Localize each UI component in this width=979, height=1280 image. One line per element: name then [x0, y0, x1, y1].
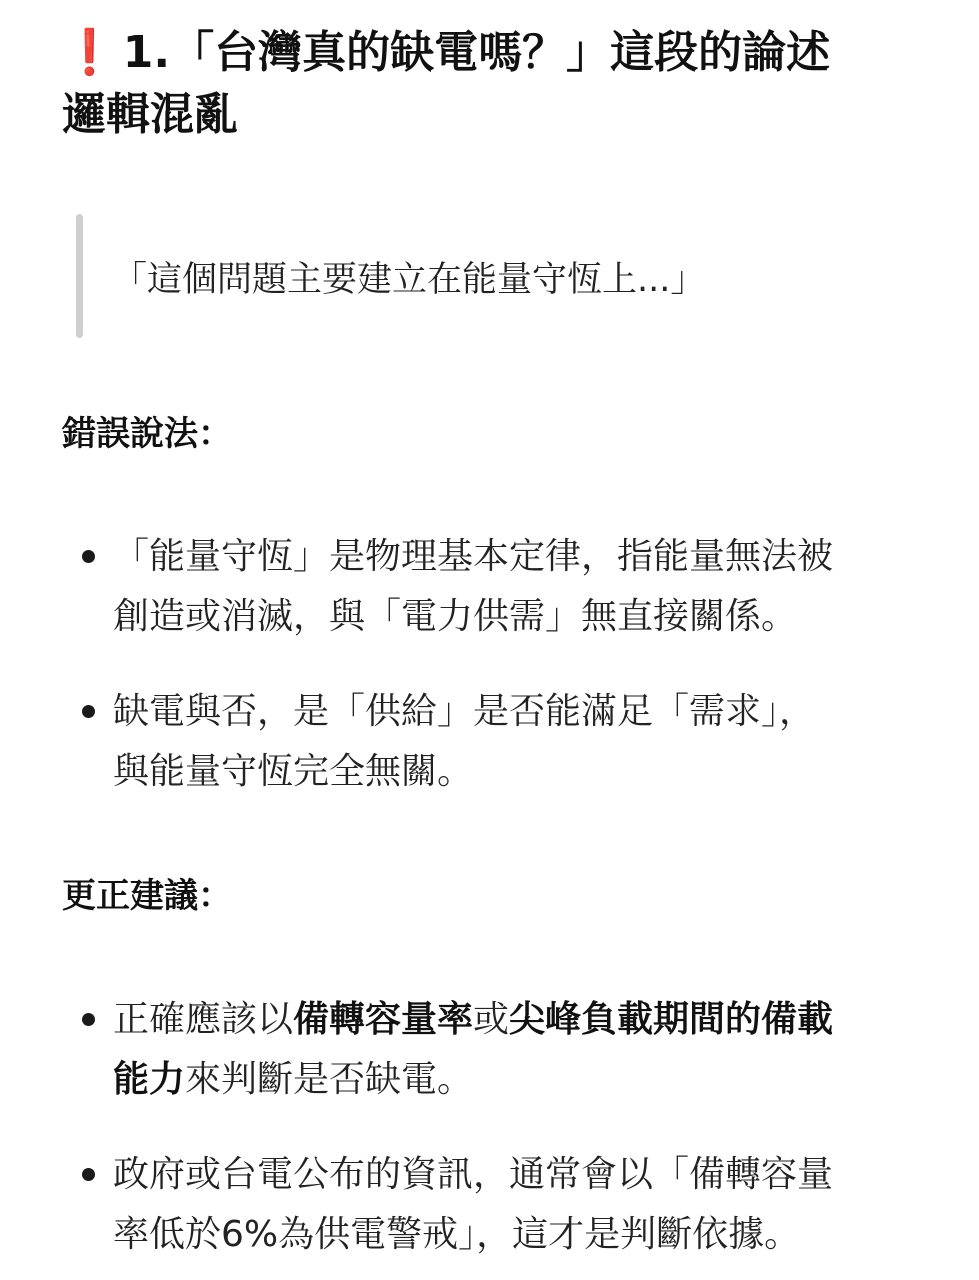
list-item-line: 政府或台電公布的資訊，通常會以「備轉容量 [113, 1154, 834, 1195]
list-item [80, 682, 940, 802]
list-item-line: 率低於6%為供電警戒」，這才是判斷依據。 [113, 1214, 801, 1255]
list-item-line [113, 1050, 940, 1110]
text: 正確應該以 [113, 999, 294, 1040]
bold-text: 能力 [113, 1059, 186, 1100]
bullet-icon [82, 550, 95, 563]
blockquote-text: 「這個問題主要建立在能量守恆上...」 [112, 260, 706, 300]
list-item-line: 與能量守恆完全無關。 [113, 751, 474, 792]
wrong-claims-title: 錯誤說法： [62, 414, 232, 454]
list-item-line [113, 990, 940, 1050]
correction-title: 更正建議： [62, 876, 232, 916]
text: 來判斷是否缺電。 [185, 1059, 474, 1100]
list-item-line: 缺電與否，是「供給」是否能滿足「需求」， [113, 691, 816, 732]
heading-line-1: 1.「台灣真的缺電嗎？」這段的論述 [122, 27, 831, 78]
bold-text: 尖峰負載期間的備載 [509, 999, 834, 1040]
list-item [80, 1145, 940, 1265]
section-heading [62, 22, 830, 146]
list-item [80, 527, 940, 647]
bullet-icon [82, 1168, 95, 1181]
bullet-icon [82, 705, 95, 718]
list-item-line: 創造或消滅，與「電力供需」無直接關係。 [113, 596, 798, 637]
heading-line-2: 邏輯混亂 [62, 89, 238, 140]
bullet-icon [82, 1013, 95, 1026]
blockquote-bar [76, 214, 83, 338]
text: 或 [473, 999, 510, 1040]
list-item-line: 「能量守恆」是物理基本定律，指能量無法被 [113, 536, 834, 577]
bold-text: 備轉容量率 [293, 999, 474, 1040]
exclamation-icon: ❗ [62, 27, 117, 78]
list-item [80, 990, 940, 1110]
